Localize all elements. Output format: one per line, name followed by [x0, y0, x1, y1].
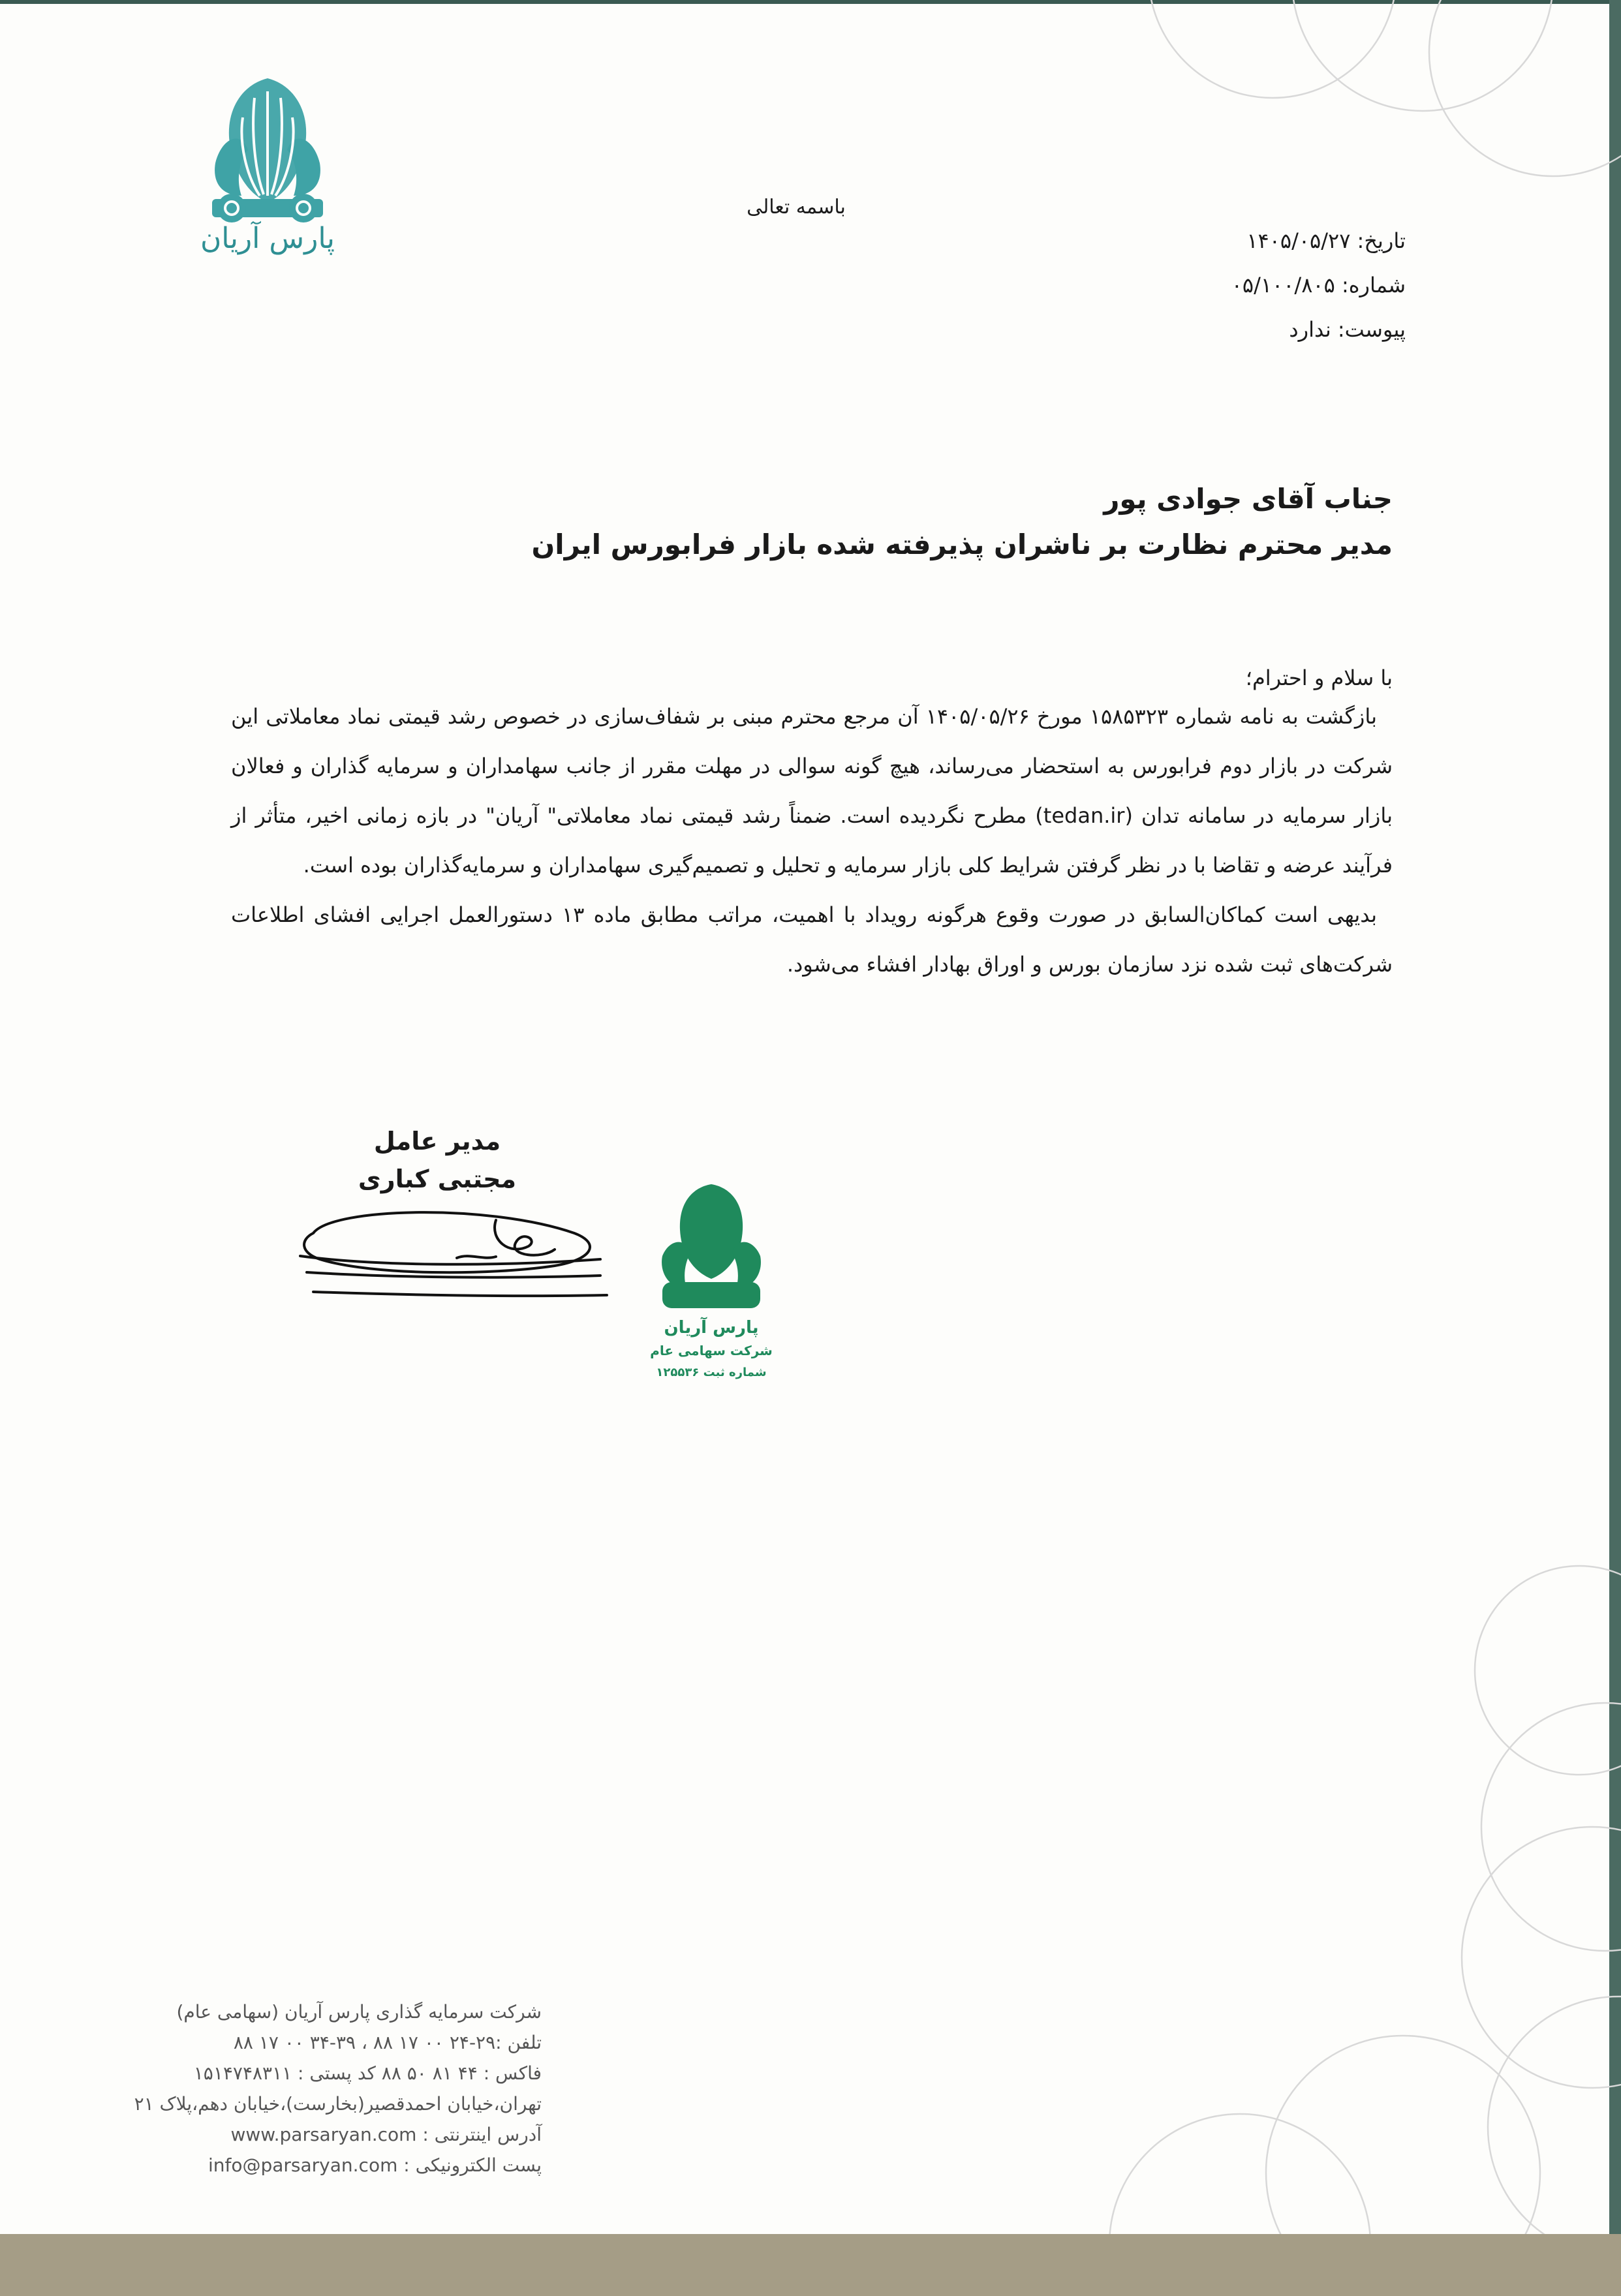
addressee-title: مدیر محترم نظارت بر ناشران پذیرفته شده بازار فرابورس ایران [531, 528, 1393, 560]
footer-email-row [85, 2150, 542, 2181]
footer-website-row [85, 2119, 542, 2150]
letter-meta [1014, 219, 1406, 352]
company-footer [85, 1997, 542, 2181]
bismillah-heading: باسمه تعالی [747, 196, 846, 219]
letter-date: تاریخ: ۱۴۰۵/۰۵/۲۷ [1246, 228, 1406, 253]
body-paragraph-1: بازگشت به نامه شماره ۱۵۸۵۳۲۳ مورخ ۱۴۰۵/۰۵/۲۶ آن مرجع محترم مبنی بر شفاف‌سازی در خصوص رشد قیمتی نماد معاملاتی این شرکت در بازار دوم فرابورس به استحضار می‌رساند، هیچ گونه سوالی در مهلت مقرر از جانب سهامداران و سرمایه گذاران و فعالان بازار سرمایه در سامانه تدان (tedan.ir) مطرح نگردیده است. ضمناً رشد قیمتی نماد معاملاتی" آریان" در بازه زمانی اخیر، متأثر از فرآیند عرضه و تقاضا با در نظر گرفتن شرایط کلی بازار سرمایه و تحلیل و تصمیم‌گیری سهامداران و سرمایه‌گذاران بوده است. [231, 704, 1393, 878]
footer-email[interactable]: info@parsaryan.com [208, 2154, 398, 2176]
footer-website[interactable]: www.parsaryan.com [230, 2124, 417, 2145]
signatory-block [352, 1122, 522, 1198]
company-stamp [640, 1184, 783, 1393]
handwritten-signature [294, 1194, 620, 1298]
footer-address: تهران،خیابان احمدقصیر(بخارست)،خیابان دهم،پلاک ۲۱ [134, 2093, 542, 2115]
addressee-block [414, 476, 1393, 568]
footer-company: شرکت سرمایه گذاری پارس آریان (سهامی عام) [176, 2001, 542, 2023]
bottom-band [0, 2234, 1621, 2296]
letter-body [231, 692, 1393, 989]
footer-phone: تلفن :۲۹-۲۴ ۰۰ ۱۷ ۸۸ ، ۳۹-۳۴ ۰۰ ۱۷ ۸۸ [233, 2032, 542, 2053]
body-paragraph-2: بدیهی است کماکان‌السابق در صورت وقوع هرگونه رویداد با اهمیت، مراتب مطابق ماده ۱۳ دستورالعمل اجرایی افشای اطلاعات شرکت‌های ثبت شده نزد سازمان بورس و اوراق بهادار افشاء می‌شود. [231, 902, 1393, 977]
stamp-line-3: شماره ثبت ۱۲۵۵۳۶ [656, 1366, 767, 1379]
signatory-name: مجتبی کباری [358, 1165, 517, 1193]
stamp-line-2: شرکت سهامی عام [650, 1343, 773, 1358]
footer-website-label: آدرس اینترنتی : [422, 2124, 542, 2145]
stamp-line-1: پارس آریان [664, 1318, 759, 1338]
signatory-role: مدیر عامل [373, 1127, 501, 1156]
footer-fax: فاکس : ۴۴ ۸۱ ۵۰ ۸۸ کد پستی : ۱۵۱۴۷۴۸۳۱۱ [193, 2062, 542, 2084]
letter-number: شماره: ۰۵/۱۰۰/۸۰۵ [1231, 273, 1406, 298]
logo-text: پارس آریان [200, 222, 335, 255]
footer-email-label: پست الکترونیکی : [403, 2154, 542, 2176]
addressee-name: جناب آقای جوادی پور [1104, 483, 1393, 515]
letter-attachment: پیوست: ندارد [1289, 317, 1406, 342]
greeting: با سلام و احترام؛ [1245, 666, 1393, 690]
